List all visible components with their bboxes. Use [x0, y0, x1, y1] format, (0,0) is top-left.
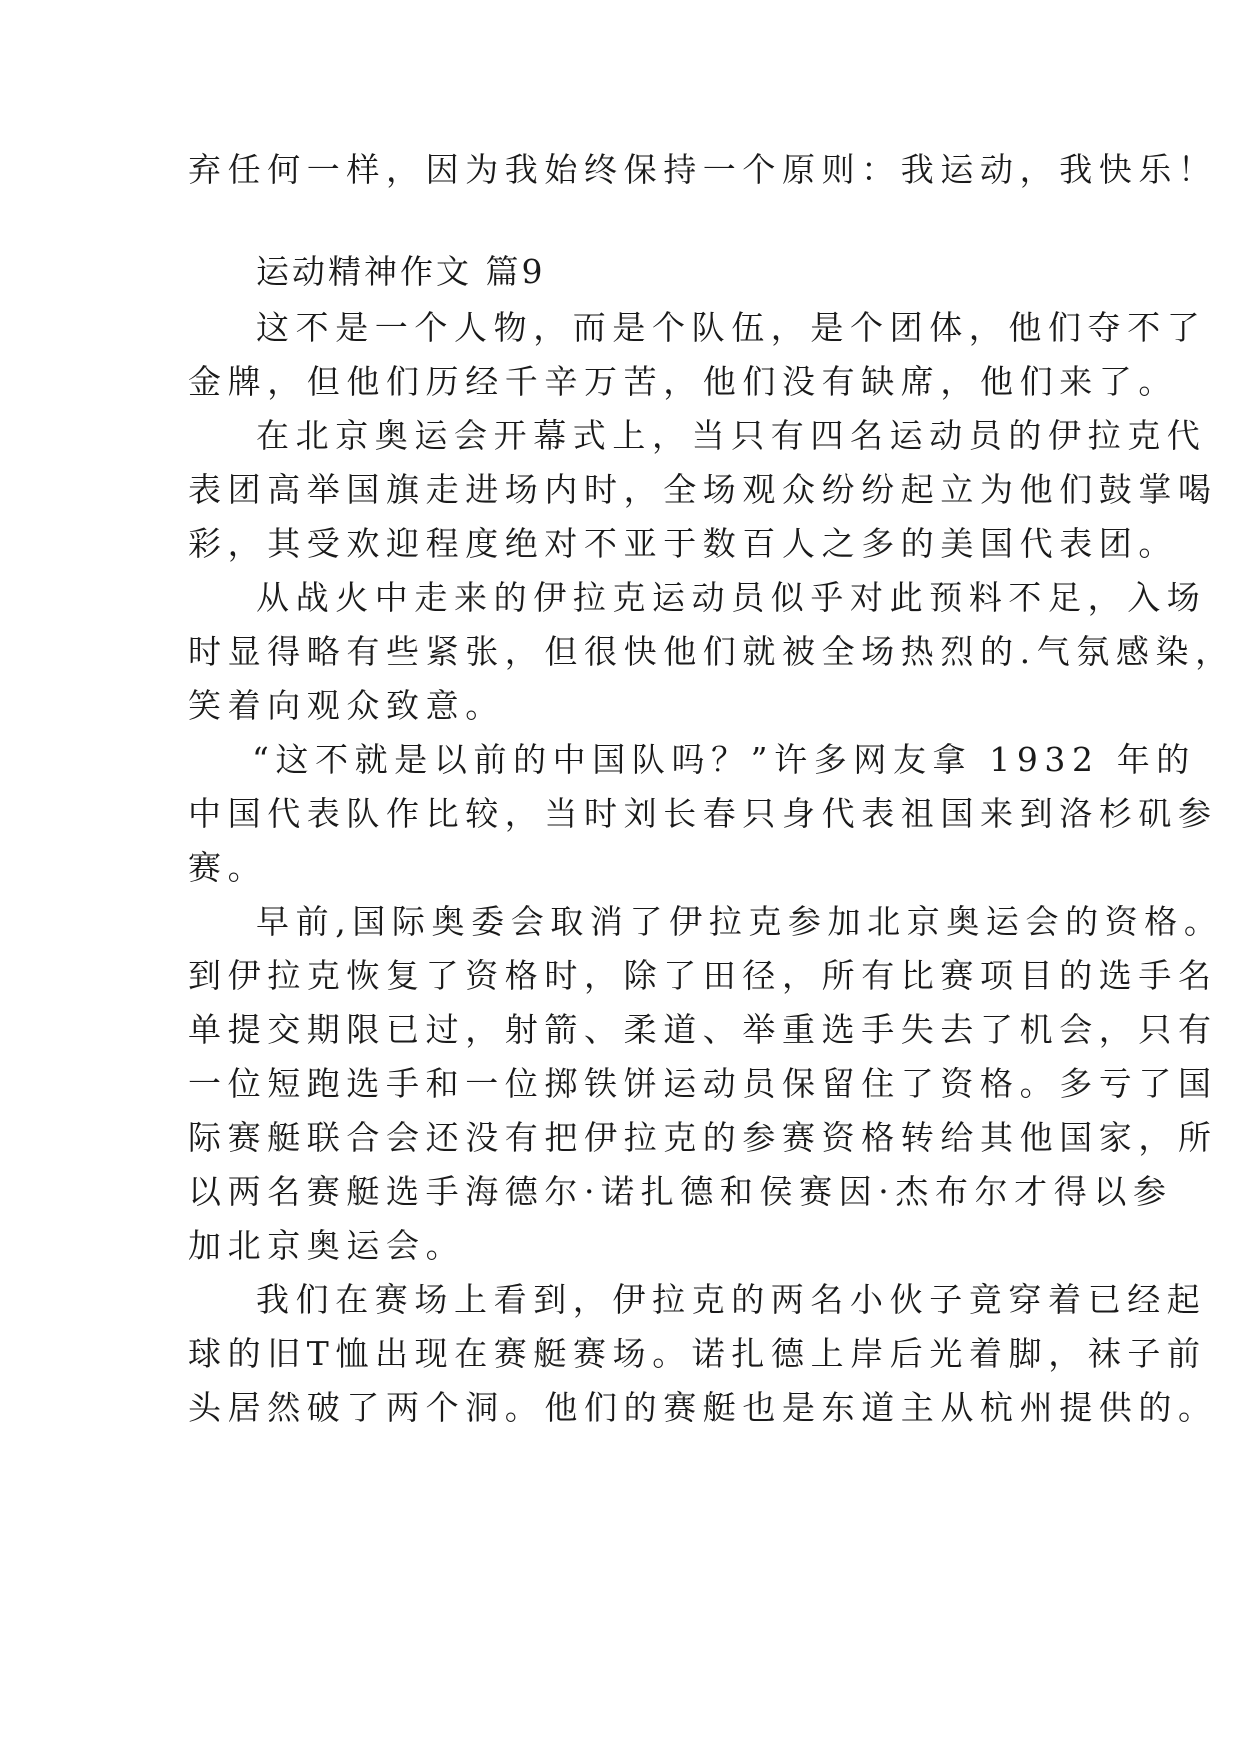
paragraph-line: “这不就是以前的中国队吗？”许多网友拿 1932 年的 [252, 740, 1196, 779]
paragraph-line: 彩，其受欢迎程度绝对不亚于数百人之多的美国代表团。 [188, 524, 1178, 563]
paragraph-line: 这不是一个人物，而是个队伍，是个团体，他们夺不了 [256, 308, 1207, 347]
paragraph-line: 从战火中走来的伊拉克运动员似乎对此预料不足，入场 [256, 578, 1207, 617]
paragraph-line: 在北京奥运会开幕式上，当只有四名运动员的伊拉克代 [256, 416, 1207, 455]
paragraph-line: 一位短跑选手和一位掷铁饼运动员保留住了资格。多亏了国 [188, 1064, 1218, 1103]
paragraph-line: 单提交期限已过，射箭、柔道、举重选手失去了机会，只有 [188, 1010, 1218, 1049]
paragraph-line: 早前,国际奥委会取消了伊拉克参加北京奥运会的资格。 [256, 902, 1224, 941]
paragraph-line: 际赛艇联合会还没有把伊拉克的参赛资格转给其他国家，所 [188, 1118, 1218, 1157]
paragraph-line: 头居然破了两个洞。他们的赛艇也是东道主从杭州提供的。 [188, 1388, 1218, 1427]
paragraph-line: 以两名赛艇选手海德尔·诺扎德和侯赛因·杰布尔才得以参 [188, 1172, 1173, 1211]
paragraph-line: 球的旧T恤出现在赛艇赛场。诺扎德上岸后光着脚，袜子前 [188, 1334, 1207, 1373]
paragraph-line: 加北京奥运会。 [188, 1226, 466, 1265]
section-heading: 运动精神作文 篇9 [256, 252, 546, 291]
paragraph-line: 表团高举国旗走进场内时，全场观众纷纷起立为他们鼓掌喝 [188, 470, 1218, 509]
paragraph-line: 赛。 [188, 848, 268, 887]
paragraph-line: 到伊拉克恢复了资格时，除了田径，所有比赛项目的选手名 [188, 956, 1218, 995]
paragraph-line: 时显得略有些紧张，但很快他们就被全场热烈的.气氛感染， [188, 632, 1235, 671]
paragraph-line: 我们在赛场上看到，伊拉克的两名小伙子竟穿着已经起 [256, 1280, 1207, 1319]
paragraph-line: 中国代表队作比较，当时刘长春只身代表祖国来到洛杉矶参 [188, 794, 1218, 833]
paragraph-line: 笑着向观众致意。 [188, 686, 505, 725]
paragraph-line: 金牌，但他们历经千辛万苦，他们没有缺席，他们来了。 [188, 362, 1178, 401]
paragraph-line: 弃任何一样，因为我始终保持一个原则：我运动，我快乐！ [188, 150, 1218, 189]
